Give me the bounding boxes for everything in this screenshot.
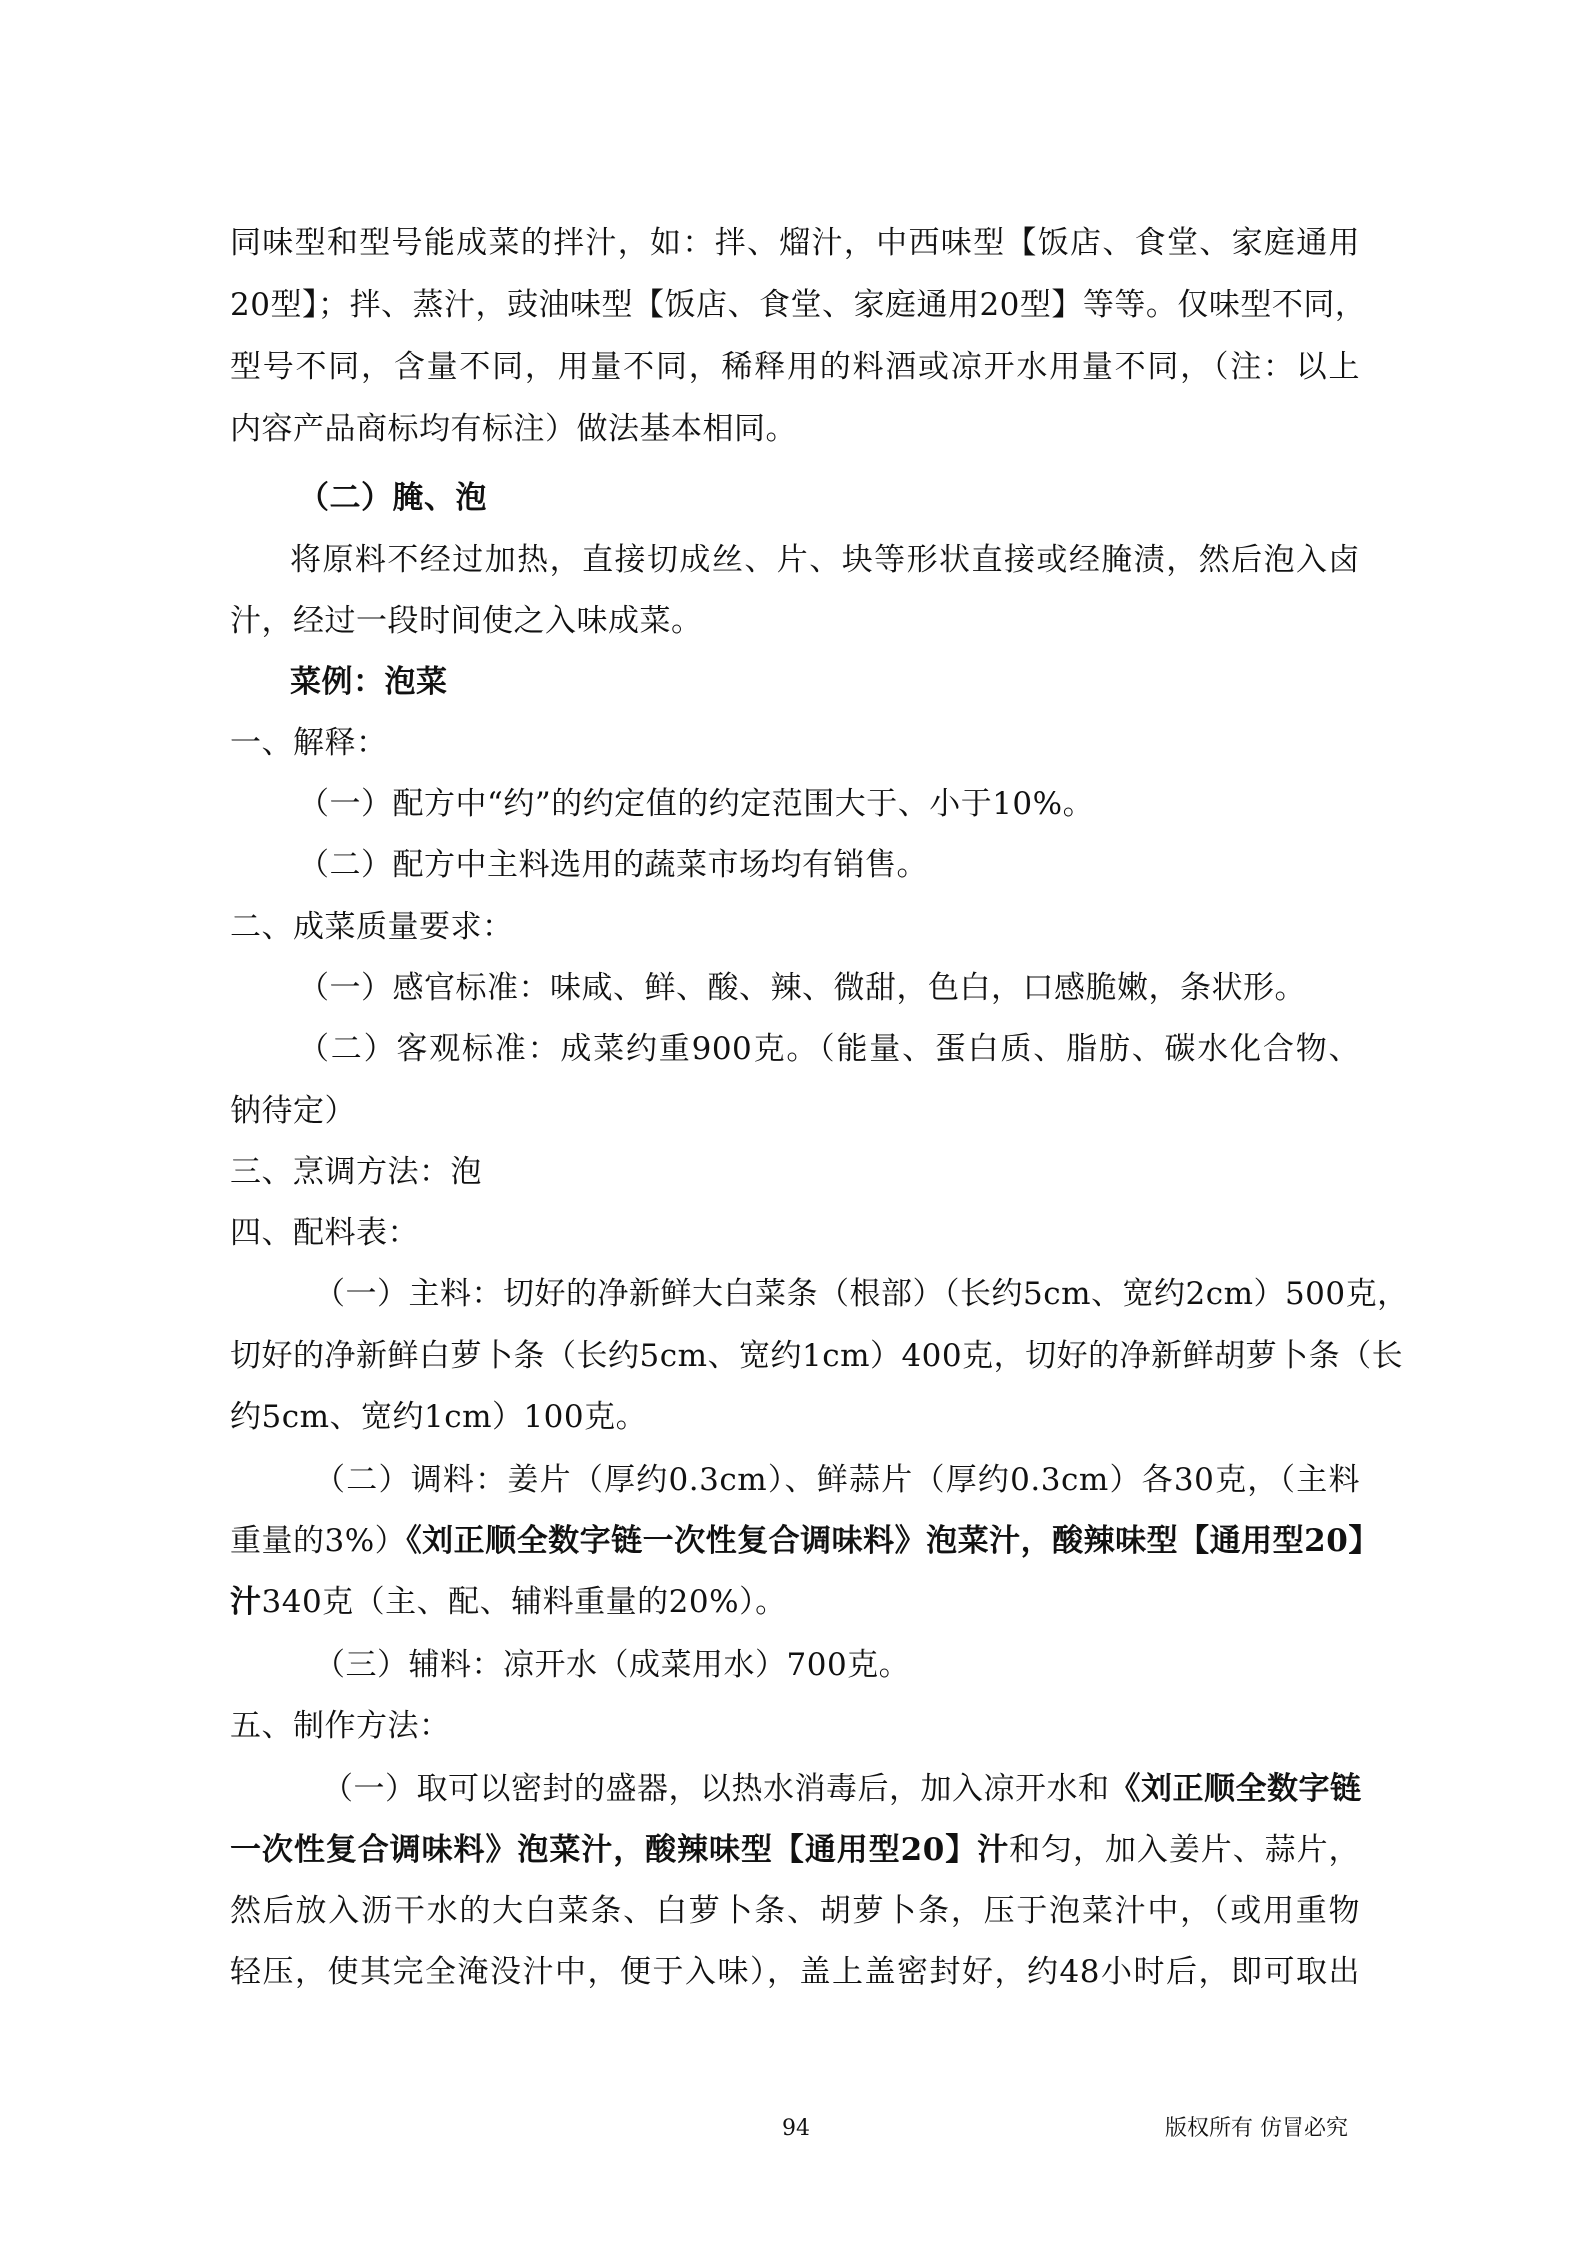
outline-item: 三、烹调方法：泡: [230, 1154, 482, 1190]
paragraph-line: 然后放入沥干水的大白菜条、白萝卜条、胡萝卜条，压于泡菜汁中，（或用重物: [230, 1893, 1360, 1929]
paragraph-line: 同味型和型号能成菜的拌汁，如：拌、熘汁，中西味型【饭店、食堂、家庭通用: [230, 225, 1360, 261]
outline-item: 五、制作方法：: [230, 1708, 451, 1744]
plain-text: 重量的3%）: [230, 1523, 407, 1559]
paragraph-line: [230, 1584, 1360, 1620]
outline-subitem: （一）主料：切好的净新鲜大白菜条（根部）（长约5cm、宽约2cm）500克，: [314, 1276, 1409, 1312]
plain-text: （一）取可以密封的盛器，以热水消毒后，加入凉开水和: [322, 1771, 1110, 1807]
outline-subitem: （二）调料：姜片（厚约0.3cm）、鲜蒜片（厚约0.3cm）各30克，（主料: [314, 1462, 1360, 1498]
section-heading: （二）腌、泡: [298, 480, 487, 516]
outline-subitem: （三）辅料：凉开水（成菜用水）700克。: [314, 1647, 911, 1683]
bold-text: 汁: [230, 1584, 262, 1620]
outline-subitem: [322, 1771, 1362, 1807]
outline-subitem: （一）配方中“约”的约定值的约定范围大于、小于10%。: [298, 786, 1095, 822]
plain-text: 和匀，加入姜片、蒜片，: [1009, 1832, 1361, 1868]
paragraph-line: 钠待定）: [230, 1093, 356, 1129]
paragraph-line: 汁，经过一段时间使之入味成菜。: [230, 603, 703, 639]
paragraph-line: 将原料不经过加热，直接切成丝、片、块等形状直接或经腌渍，然后泡入卤: [290, 542, 1360, 578]
plain-text: 340克（主、配、辅料重量的20%）。: [261, 1584, 787, 1620]
page-number: 94: [782, 2116, 810, 2141]
outline-subitem: （一）感官标准：味咸、鲜、酸、辣、微甜，色白，口感脆嫩，条状形。: [298, 970, 1306, 1006]
paragraph-line: [230, 1832, 1361, 1868]
paragraph-line: 切好的净新鲜白萝卜条（长约5cm、宽约1cm）400克，切好的净新鲜胡萝卜条（长: [230, 1338, 1404, 1374]
outline-item: 二、成菜质量要求：: [230, 909, 514, 945]
recipe-heading: 菜例：泡菜: [290, 664, 448, 700]
paragraph-line: 20型】；拌、蒸汁，豉油味型【饭店、食堂、家庭通用20型】等等。仅味型不同，: [230, 287, 1367, 323]
outline-subitem: （二）配方中主料选用的蔬菜市场均有销售。: [298, 847, 928, 883]
product-name-bold: 《刘正顺全数字链一次性复合调味料》泡菜汁，酸辣味型【通用型20】: [406, 1523, 1380, 1559]
product-name-bold: 一次性复合调味料》泡菜汁，酸辣味型【通用型20】汁: [230, 1832, 1010, 1868]
product-name-bold: 《刘正顺全数字链: [1109, 1771, 1362, 1807]
paragraph-line: 内容产品商标均有标注）做法基本相同。: [230, 411, 797, 447]
paragraph-line: 轻压，使其完全淹没汁中，便于入味），盖上盖密封好，约48小时后，即可取出: [230, 1954, 1360, 1990]
paragraph-line: [230, 1523, 1380, 1559]
outline-subitem: （二）客观标准：成菜约重900克。（能量、蛋白质、脂肪、碳水化合物、: [298, 1031, 1360, 1067]
paragraph-line: 约5cm、宽约1cm）100克。: [230, 1399, 648, 1435]
paragraph-line: 型号不同，含量不同，用量不同，稀释用的料酒或凉开水用量不同，（注：以上: [230, 349, 1360, 385]
copyright-notice: 版权所有 仿冒必究: [1165, 2116, 1348, 2141]
outline-item: 四、配料表：: [230, 1215, 419, 1251]
outline-item: 一、解释：: [230, 725, 388, 761]
